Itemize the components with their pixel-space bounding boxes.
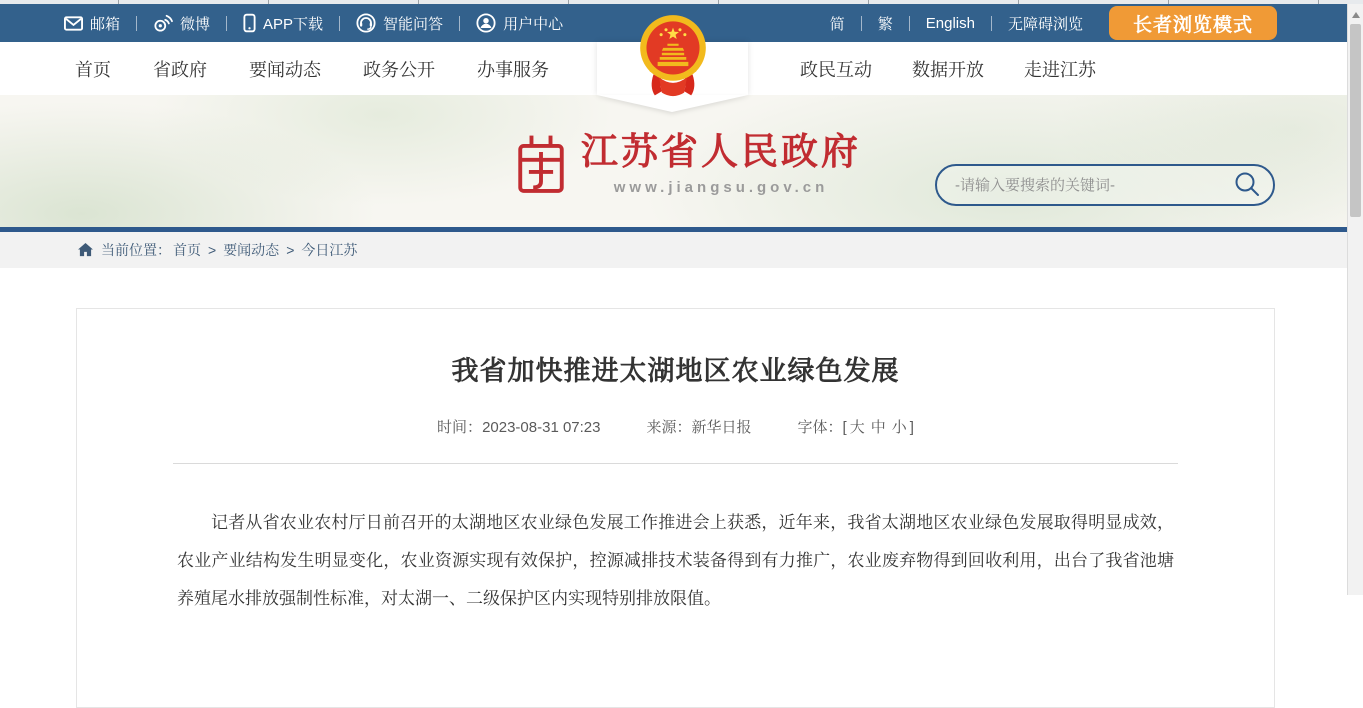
topbar-link-app-download[interactable] xyxy=(243,13,323,34)
qa-icon xyxy=(356,13,376,33)
divider xyxy=(861,16,862,31)
article-paragraph: 记者从省农业农村厅日前召开的太湖地区农业绿色发展工作推进会上获悉，近年来，我省太湖地区农业绿色发展取得明显成效，农业产业结构发生明显变化，农业资源实现有效保护，控源减排技术装备得到有力推广，农业废弃物得到回收利用，出台了我省池塘养殖尾水排放强制性标准，对太湖一、二级保护区内实现特别排放限值。 xyxy=(177,513,1174,608)
elder-mode-button[interactable]: 长者浏览模式 xyxy=(1109,6,1277,40)
scrollbar-up-arrow-icon[interactable] xyxy=(1352,12,1360,18)
search-icon xyxy=(1233,170,1261,201)
topbar-link-label: 用户中心 xyxy=(503,15,564,33)
national-emblem-icon xyxy=(638,13,708,106)
font-size-large[interactable]: 大 xyxy=(849,419,865,436)
user-icon xyxy=(476,13,496,33)
divider xyxy=(909,16,910,31)
site-title: 江苏省人民政府 xyxy=(581,132,861,173)
font-size-medium[interactable]: 中 xyxy=(870,419,886,436)
breadcrumb-item-news[interactable]: 要闻动态 xyxy=(223,242,280,258)
breadcrumb-separator: > xyxy=(286,242,295,258)
search-box xyxy=(935,164,1275,206)
nav-item-services[interactable]: 办事服务 xyxy=(477,59,549,80)
nav-item-interaction[interactable]: 政民互动 xyxy=(800,59,872,80)
nav-item-provincial-gov[interactable]: 省政府 xyxy=(153,59,207,80)
topbar-link-smart-qa[interactable] xyxy=(356,13,443,34)
lang-traditional[interactable]: 繁 xyxy=(877,15,893,33)
font-size-small[interactable]: 小 xyxy=(891,419,907,436)
nav-item-home[interactable]: 首页 xyxy=(75,59,111,80)
site-title-block xyxy=(581,133,861,196)
topbar-link-label: 邮箱 xyxy=(90,15,121,33)
nav-item-open-data[interactable]: 数据开放 xyxy=(912,59,984,80)
nav-item-about-jiangsu[interactable]: 走进江苏 xyxy=(1024,59,1096,80)
accessibility-browse-link[interactable]: 无障碍浏览 xyxy=(1007,15,1083,33)
search-button[interactable] xyxy=(1233,170,1273,201)
site-url: www.jiangsu.gov.cn xyxy=(613,178,829,196)
scrollbar-thumb[interactable] xyxy=(1350,24,1361,217)
topbar-link-weibo[interactable] xyxy=(153,13,210,34)
breadcrumb-item-home[interactable]: 首页 xyxy=(173,242,201,258)
nav-right-group xyxy=(800,42,1096,95)
article-time: 时间：2023-08-31 07:23 xyxy=(437,419,601,436)
nav-item-news[interactable]: 要闻动态 xyxy=(249,59,321,80)
jiangsu-seal-logo-icon xyxy=(515,133,567,202)
font-size-controls: 字体：[ 大 中 小 ] xyxy=(797,419,914,436)
weibo-icon xyxy=(153,14,173,32)
topbar-link-label: 智能问答 xyxy=(383,15,444,33)
phone-icon xyxy=(243,13,256,33)
meta-divider xyxy=(173,463,1178,464)
divider xyxy=(226,16,227,31)
divider xyxy=(136,16,137,31)
topbar-link-label: 微博 xyxy=(180,15,211,33)
article-meta xyxy=(77,416,1274,437)
breadcrumb xyxy=(0,232,1363,268)
divider xyxy=(991,16,992,31)
topbar-link-user-center[interactable] xyxy=(476,13,563,34)
lang-english[interactable]: English xyxy=(925,14,975,32)
breadcrumb-location-label: 当前位置： xyxy=(101,242,171,258)
article-title: 我省加快推进太湖地区农业绿色发展 xyxy=(451,356,900,386)
nav-item-gov-affairs[interactable]: 政务公开 xyxy=(363,59,435,80)
lang-simplified[interactable]: 简 xyxy=(829,15,845,33)
topbar-link-label: APP下载 xyxy=(263,15,324,33)
mail-icon xyxy=(64,16,83,31)
article-card xyxy=(76,308,1275,708)
article-source: 来源：新华日报 xyxy=(646,419,752,436)
home-icon xyxy=(78,243,93,257)
topbar-link-mail[interactable] xyxy=(64,13,120,34)
breadcrumb-item-today-jiangsu[interactable]: 今日江苏 xyxy=(301,242,358,258)
divider xyxy=(339,16,340,31)
breadcrumb-separator: > xyxy=(208,242,217,258)
search-input[interactable] xyxy=(937,166,1233,204)
divider xyxy=(459,16,460,31)
nav-left-group xyxy=(75,42,549,95)
vertical-scrollbar[interactable] xyxy=(1347,4,1363,595)
site-logo[interactable] xyxy=(515,133,861,202)
